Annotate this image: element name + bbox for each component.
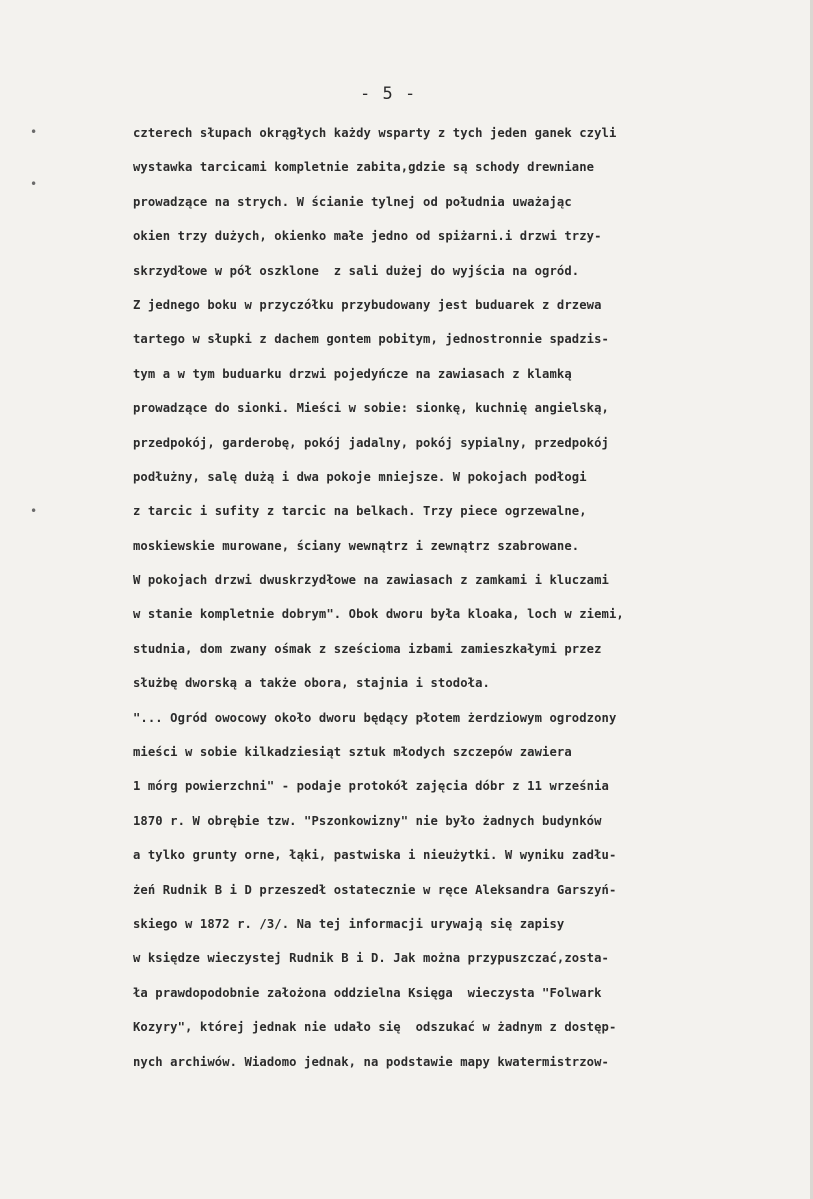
text-line: czterech słupach okrągłych każdy wsparty z tych jeden ganek czyli	[133, 126, 617, 140]
margin-mark: •	[30, 125, 38, 139]
text-line: podłużny, salę dużą i dwa pokoje mniejsze. W pokojach podłogi	[133, 469, 587, 484]
text-line: "... Ogród owocowy około dworu będący płotem żerdziowym ogrodzony	[133, 710, 617, 725]
text-line: 1 mórg powierzchni" - podaje protokół zajęcia dóbr z 11 września	[133, 779, 609, 794]
text-line: w stanie kompletnie dobrym". Obok dworu była kloaka, loch w ziemi,	[133, 607, 624, 622]
page-number: - 5 -	[360, 84, 417, 104]
text-line: z tarcic i sufity z tarcic na belkach. Trzy piece ogrzewalne,	[133, 504, 587, 519]
text-line: ła prawdopodobnie założona oddzielna Księga wieczysta "Folwark	[133, 985, 602, 1000]
text-line: studnia, dom zwany ośmak z sześcioma izbami zamieszkałymi przez	[133, 641, 602, 656]
text-line: okien trzy dużych, okienko małe jedno od spiżarni.i drzwi trzy-	[133, 229, 602, 244]
margin-mark: •	[30, 177, 38, 191]
text-line: nych archiwów. Wiadomo jednak, na podstawie mapy kwatermistrzow-	[133, 1054, 609, 1069]
text-line: skrzydłowe w pół oszklone z sali dużej do wyjścia na ogród.	[133, 263, 580, 278]
text-line: w księdze wieczystej Rudnik B i D. Jak można przypuszczać,zosta-	[133, 951, 609, 966]
text-line: tartego w słupki z dachem gontem pobitym, jednostronnie spadzis-	[133, 332, 609, 347]
text-line: przedpokój, garderobę, pokój jadalny, pokój sypialny, przedpokój	[133, 435, 609, 450]
text-line: wystawka tarcicami kompletnie zabita,gdzie są schody drewniane	[133, 160, 595, 175]
text-line: prowadzące na strych. W ścianie tylnej od południa uważając	[133, 194, 572, 209]
text-line: 1870 r. W obrębie tzw. "Pszonkowizny" nie było żadnych budynków	[133, 813, 602, 828]
text-line: a tylko grunty orne, łąki, pastwiska i nieużytki. W wyniku zadłu-	[133, 848, 617, 863]
text-line: skiego w 1872 r. /3/. Na tej informacji urywają się zapisy	[133, 916, 565, 931]
text-line: służbę dworską a także obora, stajnia i stodoła.	[133, 676, 490, 691]
text-line: W pokojach drzwi dwuskrzydłowe na zawiasach z zamkami i kluczami	[133, 573, 609, 588]
text-line: tym a w tym buduarku drzwi pojedyńcze na zawiasach z klamką	[133, 366, 572, 381]
text-line: mieści w sobie kilkadziesiąt sztuk młodych szczepów zawiera	[133, 745, 572, 760]
body-text	[133, 116, 809, 1079]
margin-mark: •	[30, 504, 38, 518]
text-line: moskiewskie murowane, ściany wewnątrz i zewnątrz szabrowane.	[133, 538, 580, 553]
text-line: żeń Rudnik B i D przeszedł ostatecznie w ręce Aleksandra Garszyń-	[133, 882, 617, 897]
text-line: Kozyry", której jednak nie udało się odszukać w żadnym z dostęp-	[133, 1020, 617, 1035]
text-line: Z jednego boku w przyczółku przybudowany jest buduarek z drzewa	[133, 297, 602, 312]
text-line: prowadzące do sionki. Mieści w sobie: sionkę, kuchnię angielską,	[133, 401, 609, 416]
